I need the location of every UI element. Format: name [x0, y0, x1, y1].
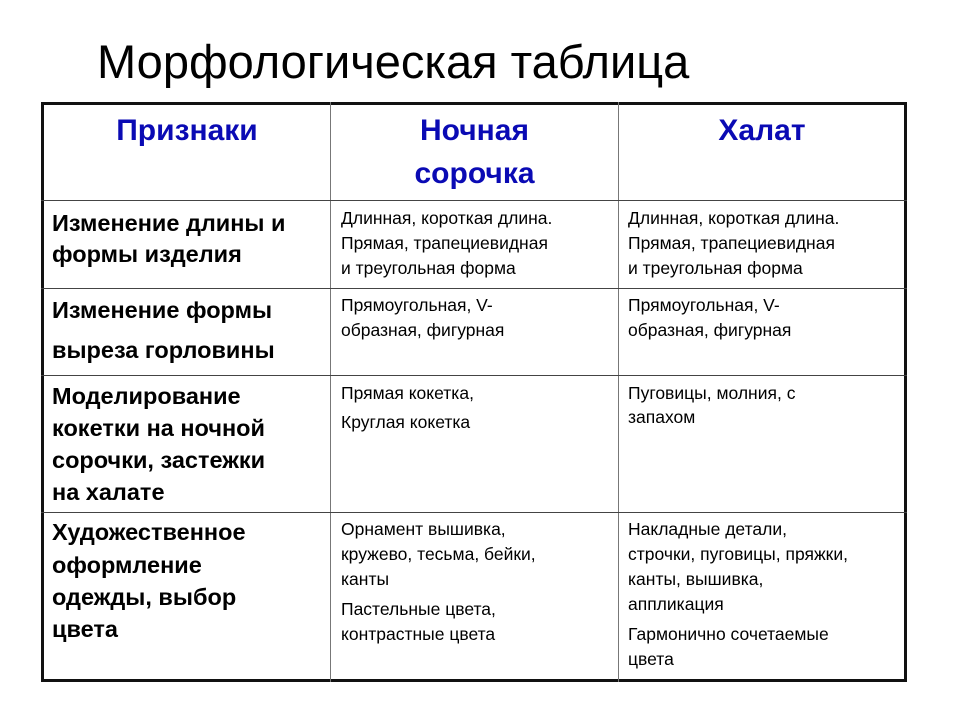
- robe-cell: Прямоугольная, V-: [628, 295, 780, 315]
- nightgown-cell: Пастельные цвета,: [341, 599, 496, 619]
- nightgown-cell: Прямоугольная, V-: [341, 295, 493, 315]
- row-divider: [41, 288, 907, 289]
- header-robe: Халат: [718, 114, 806, 147]
- header-nightgown: Ночная: [420, 114, 529, 147]
- robe-cell: строчки, пуговицы, пряжки,: [628, 544, 848, 564]
- nightgown-cell: канты: [341, 569, 390, 589]
- column-divider: [618, 102, 619, 682]
- row-divider: [41, 375, 907, 376]
- feature-cell: Изменение длины и: [52, 210, 286, 236]
- robe-cell: Пуговицы, молния, с: [628, 383, 796, 403]
- nightgown-cell: Орнамент вышивка,: [341, 519, 506, 539]
- feature-cell: Художественное: [52, 519, 246, 545]
- nightgown-cell: Прямая, трапециевидная: [341, 233, 548, 253]
- feature-cell: на халате: [52, 479, 165, 505]
- feature-cell: Изменение формы: [52, 297, 273, 323]
- feature-cell: одежды, выбор: [52, 584, 237, 610]
- robe-cell: образная, фигурная: [628, 320, 792, 340]
- robe-cell: аппликация: [628, 594, 724, 614]
- page-title: Морфологическая таблица: [97, 35, 690, 88]
- feature-cell: выреза горловины: [52, 337, 275, 363]
- robe-cell: Гармонично сочетаемые: [628, 624, 829, 644]
- feature-cell: оформление: [52, 552, 202, 578]
- row-divider: [41, 200, 907, 201]
- robe-cell: канты, вышивка,: [628, 569, 764, 589]
- feature-cell: цвета: [52, 616, 118, 642]
- nightgown-cell: Длинная, короткая длина.: [341, 208, 553, 228]
- feature-cell: Моделирование: [52, 383, 241, 409]
- header-features: Признаки: [116, 114, 258, 147]
- nightgown-cell: Круглая кокетка: [341, 412, 471, 432]
- feature-cell: сорочки, застежки: [52, 447, 266, 473]
- robe-cell: цвета: [628, 649, 674, 669]
- robe-cell: запахом: [628, 407, 696, 427]
- nightgown-cell: контрастные цвета: [341, 624, 496, 644]
- header-nightgown: сорочка: [414, 157, 535, 190]
- feature-cell: формы изделия: [52, 241, 242, 267]
- nightgown-cell: кружево, тесьма, бейки,: [341, 544, 536, 564]
- robe-cell: и треугольная форма: [628, 258, 803, 278]
- robe-cell: Прямая, трапециевидная: [628, 233, 835, 253]
- row-divider: [41, 512, 907, 513]
- nightgown-cell: Прямая кокетка,: [341, 383, 474, 403]
- robe-cell: Длинная, короткая длина.: [628, 208, 840, 228]
- nightgown-cell: и треугольная форма: [341, 258, 516, 278]
- feature-cell: кокетки на ночной: [52, 415, 265, 441]
- nightgown-cell: образная, фигурная: [341, 320, 505, 340]
- robe-cell: Накладные детали,: [628, 519, 787, 539]
